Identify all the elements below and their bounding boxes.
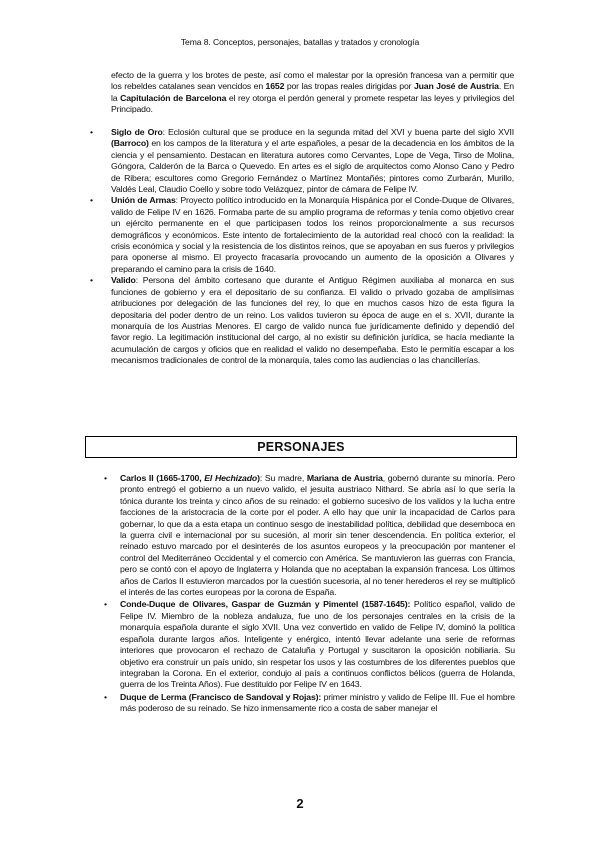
- section-heading: PERSONAJES: [85, 436, 517, 458]
- concepts-list: [90, 127, 514, 367]
- continuation-paragraph: efecto de la guerra y los brotes de peste, así como el malestar por la opresión francesa van a permitir que los rebeldes catalanes sean vencidos en 1652 por las tropas reales dirigidas por Juan José de Austria. En la Capitulación de Barcelona el rey otorga el perdón general y promete respetar las leyes y privilegios del Principado.: [111, 70, 514, 115]
- person-name: Conde-Duque de Olivares, Gaspar de Guzmán y Pimentel (1587-1645):: [120, 599, 411, 610]
- list-item: • Carlos II (1665-1700, El Hechizado): Su madre, Mariana de Austria, gobernó durante su minoría. Pero pronto entregó el gobierno a un nuevo valido, el jesuita austriaco Nithard. Se abría así lo que sería la tónica durante los treinta y cinco años de su reinado: el gobierno sucesivo de los validos y la lucha entre facciones de la aristocracia de la corte por el poder. A ello hay que unir la incapacidad de Carlos para gobernar, lo que da a esta etapa un continuo sesgo de inestabilidad política, debilidad que desemboca en la guerra civil e internacional por su sucesión, al morir sin tener descendencia. En política exterior, el reinado estuvo marcado por el desinterés de los asuntos europeos y la preocupación por mantener el control del Mediterráneo Occidental y el comercio con América. Se mantuvieron las guerras con Francia, pero se contó con el apoyo de Inglaterra y Holanda que no aceptaban la expansión francesa. Los últimos años de Carlos II estuvieron marcados por la cuestión sucesoria, al no tener herederos el rey se multiplicó el interés de las cortes europeas por la corona de España.: [104, 473, 515, 598]
- person-name: Duque de Lerma (Francisco de Sandoval y Rojas):: [120, 691, 322, 702]
- bullet-icon: •: [104, 599, 107, 610]
- concept-term: Valido: [111, 275, 136, 286]
- concept-term: Unión de Armas: [111, 195, 176, 206]
- list-item: • Unión de Armas: Proyecto político introducido en la Monarquía Hispánica por el Conde-Duque de Olivares, valido de Felipe IV en 1626. Formaba parte de su amplio programa de reformas y tenía como objetivo crear un ejército permanente en el que participasen todos los reinos proporcionalmente a sus recursos demográficos y económicos. Este intento de fortalecimiento de la autoridad real chocó con la realidad: la crisis económica y social y la resistencia de los distintos reinos, que se apoyaban en sus fueros y privilegios para oponerse al mismo. El proyecto fracasaría provocando un aumento de la oposición a Olivares y preparando el camino para la crisis de 1640.: [90, 195, 514, 274]
- running-header: Tema 8. Conceptos, personajes, batallas y tratados y cronología: [180, 37, 420, 47]
- concept-term: Siglo de Oro: [111, 127, 163, 137]
- personajes-list: [104, 473, 515, 716]
- bullet-icon: •: [90, 275, 93, 286]
- page-number: 2: [296, 796, 304, 811]
- list-item: • Conde-Duque de Olivares, Gaspar de Guzmán y Pimentel (1587-1645): Político español, valido de Felipe IV. Miembro de la nobleza andaluza, fue uno de los personajes centrales en la crisis de la monarquía española durante el siglo XVII. Una vez convertido en valido de Felipe IV, dominó la política española durante largos años. Inteligente y enérgico, intentó llevar adelante una serie de reformas interiores que provocaron el rechazo de Cataluña y Portugal y suscitaron la oposición nobiliaria. Su objetivo era construir un país unido, sin respetar los usos y las costumbres de los diferentes pueblos que integraban la Corona. En el exterior, condujo al país a continuos conflictos bélicos (guerra de Holanda, guerra de los Treinta Años). Fue destituido por Felipe IV en 1643.: [104, 599, 515, 690]
- bullet-icon: •: [104, 691, 107, 702]
- list-item: • Siglo de Oro: Eclosión cultural que se produce en la segunda mitad del XVI y buena parte del siglo XVII (Barroco) en los campos de la literatura y el arte españoles, a pesar de la decadencia en los ámbitos de la ciencia y el pensamiento. Destacan en literatura autores como Cervantes, Lope de Vega, Tirso de Molina, Góngora, Calderón de la Barca o Quevedo. En artes es el siglo de arquitectos como Alonso Cano y Pedro de Ribera; escultores como Gregorio Fernández o Martínez Montañés; pintores como Zurbarán, Murillo, Valdés Leal, Claudio Coello y sobre todo Velázquez, pintor de cámara de Felipe IV.: [90, 127, 514, 195]
- bullet-icon: •: [90, 195, 93, 206]
- bullet-icon: •: [104, 473, 107, 483]
- list-item: • Valido: Persona del ámbito cortesano que durante el Antiguo Régimen auxiliaba al monarca en sus funciones de gobierno y era el depositario de su confianza. El valido o privado gozaba de amplísimas atribuciones por delegación de las funciones del rey, lo que en muchos casos hizo de esta figura la depositaria del poder dentro de un reino. Los validos tuvieron su época de auge en el s. XVII, durante la monarquía de los Austrias Menores. El cargo de valido nunca fue jurídicamente definido y dependió del favor regio. La legitimación institucional del cargo, al no existir su definición jurídica, se hacía mediante la acumulación de cargos y oficios que en realidad el valido no desempeñaba. Esto le permitía escapar a los mecanismos tradicionales de control de la monarquía, tales como las audiencias o las chancillerías.: [90, 275, 514, 366]
- bullet-icon: •: [90, 127, 93, 137]
- list-item: • Duque de Lerma (Francisco de Sandoval y Rojas): primer ministro y valido de Felipe III. Fue el hombre más poderoso de su reinado. Se hizo inmensamente rico a costa de saber manejar el: [104, 691, 515, 714]
- person-name: Carlos II (1665-1700, El Hechizado): [120, 473, 260, 483]
